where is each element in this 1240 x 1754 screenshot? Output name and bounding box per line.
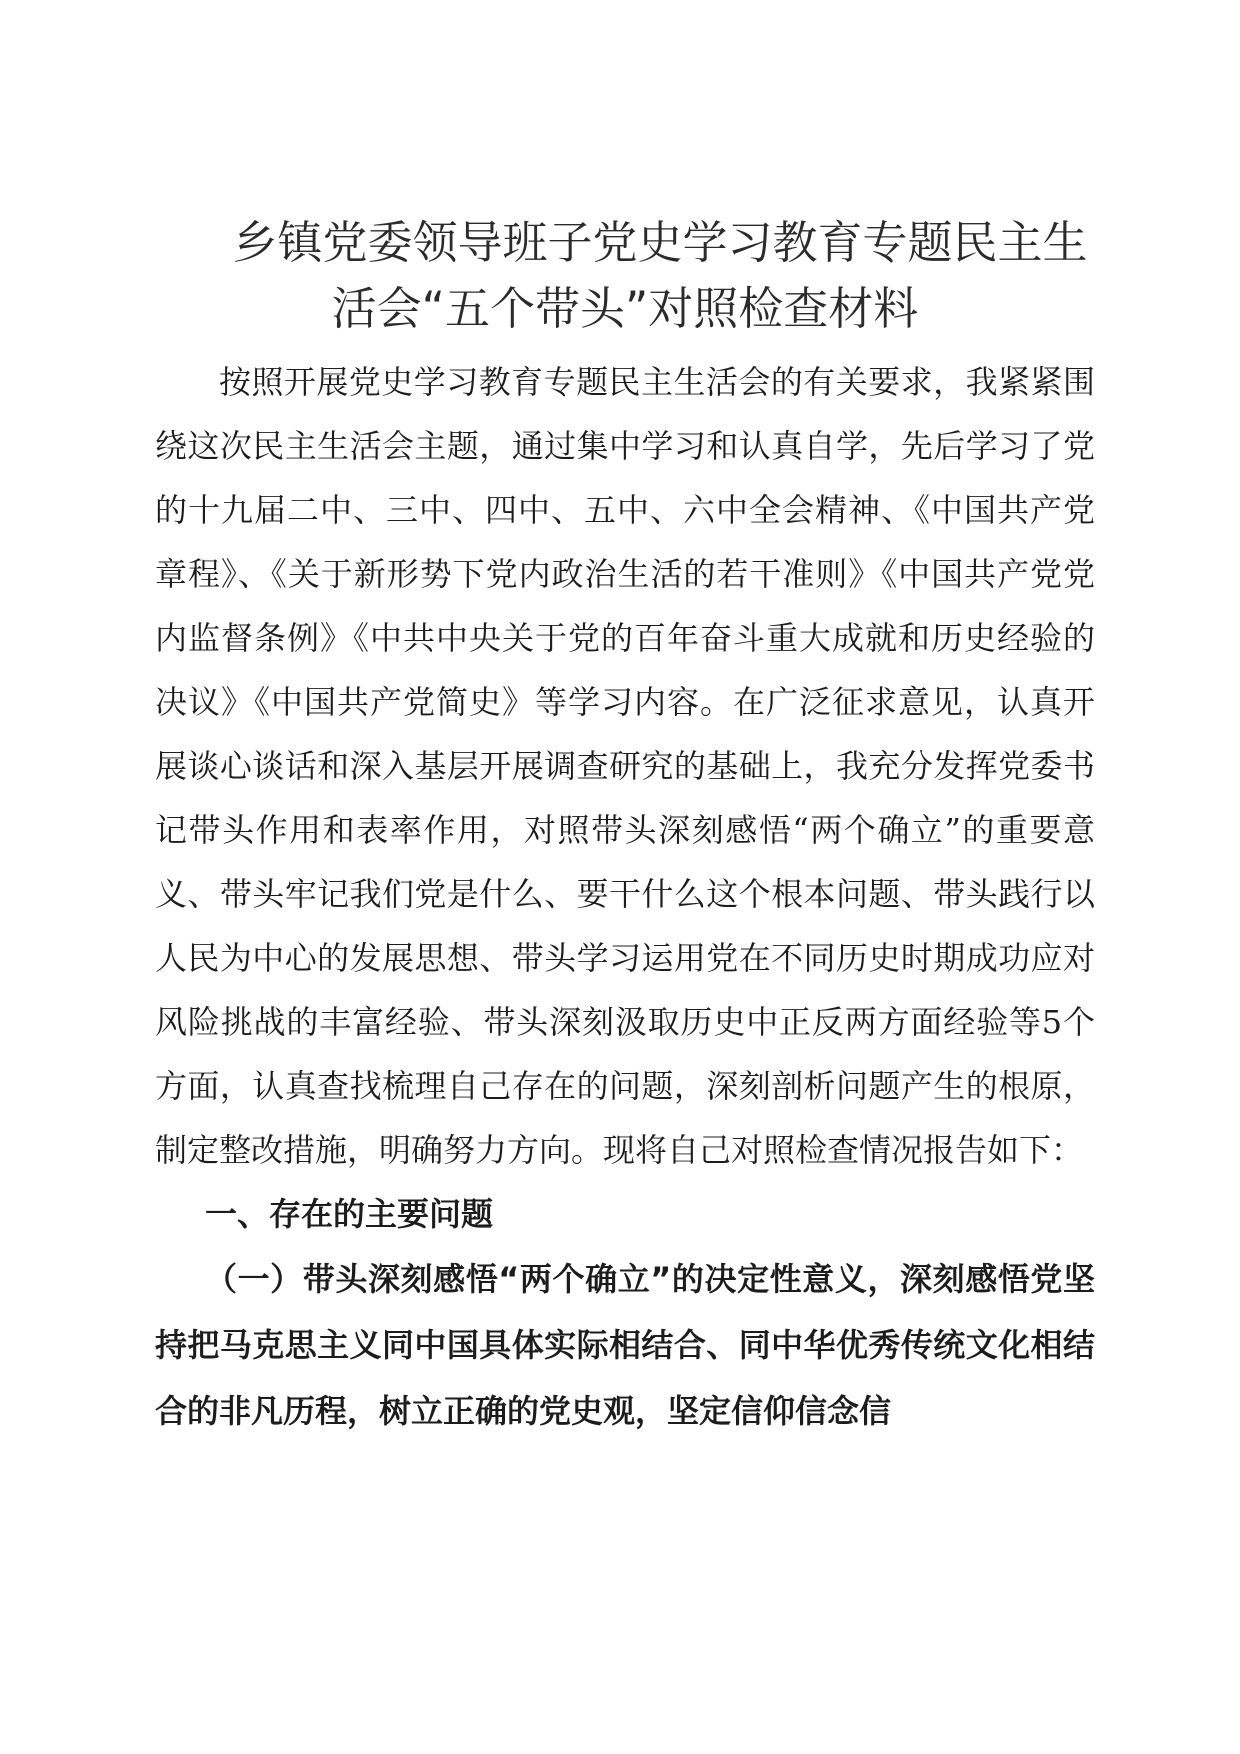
title-line-2: 活会“五个带头”对照检查材料: [331, 282, 919, 335]
intro-paragraph: 按照开展党史学习教育专题民主生活会的有关要求，我紧紧围绕这次民主生活会主题，通过集中学习和认真自学，先后学习了党的十九届二中、三中、四中、五中、六中全会精神、《中国共产党章程》、《关于新形势下党内政治生活的若干准则》《中国共产党党内监督条例》《中共中央关于党的百年奋斗重大成就和历史经验的决议》《中国共产党简史》等学习内容。在广泛征求意见，认真开展谈心谈话和深入基层开展调查研究的基础上，我充分发挥党委书记带头作用和表率作用，对照带头深刻感悟“两个确立”的重要意义、带头牢记我们党是什么、要干什么这个根本问题、带头践行以人民为中心的发展思想、带头学习运用党在不同历史时期成功应对风险挑战的丰富经验、带头深刻汲取历史中正反两方面经验等5个方面，认真查找梳理自己存在的问题，深刻剖析问题产生的根原，制定整改措施，明确努力方向。现将自己对照检查情况报告如下：: [155, 363, 1095, 1169]
section-heading: 一、存在的主要问题: [205, 1195, 494, 1233]
document-body: [155, 350, 1095, 1444]
title-line-1: 乡镇党委领导班子党史学习教育专题民主生: [232, 216, 1088, 269]
subsection-heading: （一）带头深刻感悟“两个确立”的决定性意义，深刻感悟党坚持把马克思主义同中国具体实际相结合、同中华优秀传统文化相结合的非凡历程，树立正确的党史观，坚定信仰信念信: [155, 1260, 1095, 1430]
document-title: [150, 210, 1100, 342]
